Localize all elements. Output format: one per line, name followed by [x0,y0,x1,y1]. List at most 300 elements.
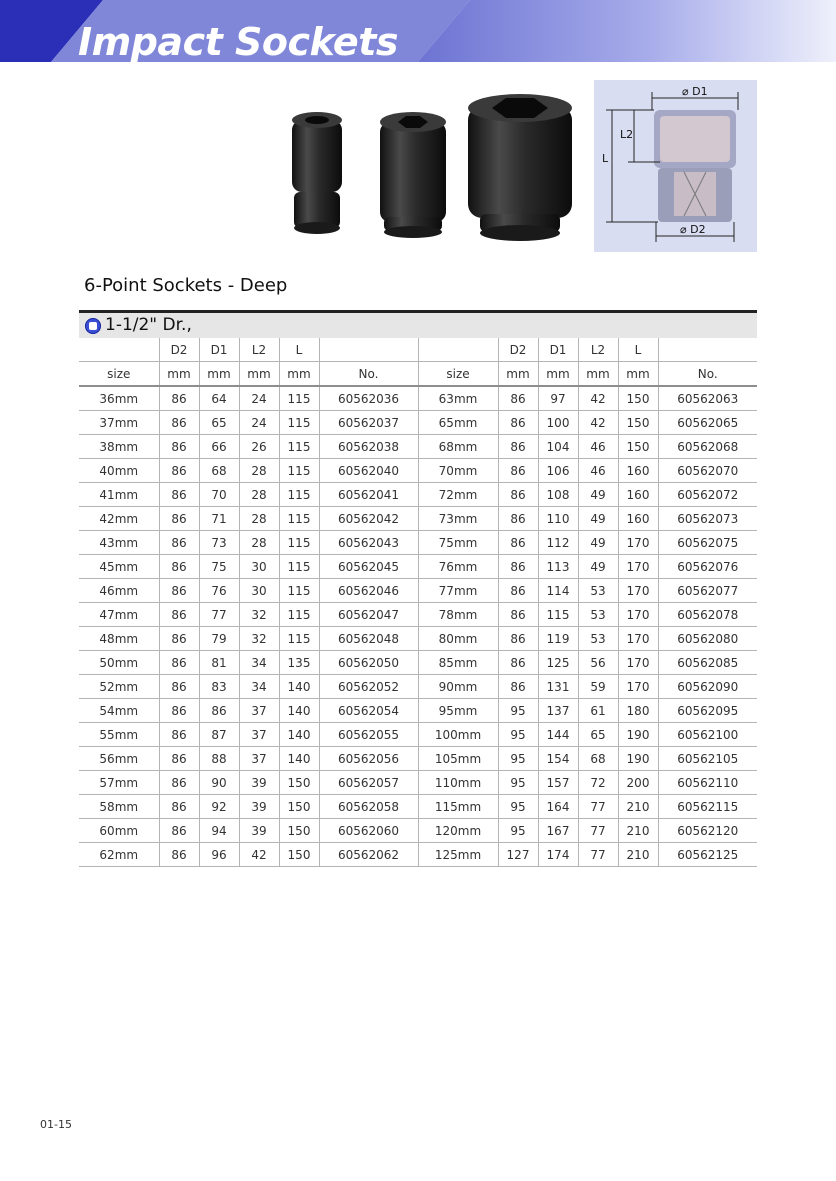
table-cell: 60562062 [319,843,418,867]
table-cell: 86 [498,555,538,579]
table-cell: 86 [159,459,199,483]
table-cell: 87 [199,723,239,747]
table-cell: 49 [578,483,618,507]
l2-label: L2 [620,128,634,141]
table-cell: 154 [538,747,578,771]
table-cell: 24 [239,411,279,435]
table-cell: 115 [279,627,319,651]
table-cell: 37 [239,747,279,771]
table-cell: 108 [538,483,578,507]
table-cell: 115 [538,603,578,627]
table-cell: 115mm [418,795,498,819]
table-cell: 95 [498,819,538,843]
table-cell: 95 [498,723,538,747]
table-cell: 65 [578,723,618,747]
table-row [79,771,757,795]
table-cell: 63mm [418,386,498,411]
table-cell: 47mm [79,603,159,627]
table-row [79,411,757,435]
table-cell: 120mm [418,819,498,843]
header-cell: No. [319,362,418,387]
table-cell: 150 [279,819,319,843]
l-label: L [602,152,609,165]
table-cell: 28 [239,459,279,483]
header-cell: No. [658,362,757,387]
table-cell: 86 [159,603,199,627]
header-row [79,338,757,362]
table-cell: 96 [199,843,239,867]
table-cell: 79 [199,627,239,651]
table-cell: 150 [279,843,319,867]
table-cell: 86 [498,675,538,699]
table-cell: 60562063 [658,386,757,411]
dimension-diagram [594,80,757,252]
table-cell: 115 [279,411,319,435]
table-cell: 160 [618,507,658,531]
table-cell: 60562073 [658,507,757,531]
table-cell: 86 [159,723,199,747]
table-cell: 36mm [79,386,159,411]
table-cell: 60562080 [658,627,757,651]
table-cell: 68mm [418,435,498,459]
d2-label: ⌀ D2 [680,223,706,236]
table-cell: 41mm [79,483,159,507]
table-cell: 115 [279,507,319,531]
table-cell: 37 [239,723,279,747]
table-row [79,386,757,411]
table-cell: 68 [578,747,618,771]
table-body [79,386,757,867]
table-cell: 60562060 [319,819,418,843]
table-row [79,483,757,507]
table-cell: 60562110 [658,771,757,795]
product-photo [280,92,590,252]
table-cell: 40mm [79,459,159,483]
table-cell: 60562078 [658,603,757,627]
table-cell: 60562120 [658,819,757,843]
table-cell: 46mm [79,579,159,603]
table-cell: 77 [578,819,618,843]
table-cell: 105mm [418,747,498,771]
table-cell: 86 [498,627,538,651]
header-cell: mm [578,362,618,387]
table-cell: 90mm [418,675,498,699]
table-row [79,531,757,555]
table-cell: 60562047 [319,603,418,627]
table-cell: 80mm [418,627,498,651]
table-cell: 38mm [79,435,159,459]
table-cell: 28 [239,531,279,555]
table-cell: 48mm [79,627,159,651]
table-cell: 60562100 [658,723,757,747]
table-cell: 86 [159,675,199,699]
header-cell: mm [538,362,578,387]
header-cell: mm [279,362,319,387]
table-cell: 86 [498,531,538,555]
d1-label: ⌀ D1 [682,85,708,98]
table-cell: 60562072 [658,483,757,507]
table-cell: 110mm [418,771,498,795]
banner-title: Impact Sockets [78,20,398,62]
table-cell: 95mm [418,699,498,723]
table-cell: 60562037 [319,411,418,435]
table-cell: 60562070 [658,459,757,483]
table-cell: 37mm [79,411,159,435]
table-cell: 86 [498,435,538,459]
table-cell: 66 [199,435,239,459]
header-cell: D1 [199,338,239,362]
table-cell: 170 [618,555,658,579]
table-cell: 170 [618,675,658,699]
table-cell: 135 [279,651,319,675]
table-cell: 28 [239,507,279,531]
drive-size-header [79,310,757,338]
table-cell: 190 [618,723,658,747]
table-cell: 77 [199,603,239,627]
header-cell: mm [618,362,658,387]
table-cell: 76 [199,579,239,603]
table-cell: 60562055 [319,723,418,747]
table-cell: 60562050 [319,651,418,675]
table-cell: 125 [538,651,578,675]
table-cell: 70mm [418,459,498,483]
table-cell: 115 [279,483,319,507]
table-cell: 60562075 [658,531,757,555]
table-cell: 86 [159,435,199,459]
table-row [79,435,757,459]
table-cell: 110 [538,507,578,531]
table-cell: 45mm [79,555,159,579]
table-cell: 53 [578,603,618,627]
header-row [79,362,757,387]
table-cell: 61 [578,699,618,723]
table-cell: 86 [159,819,199,843]
table-cell: 77 [578,843,618,867]
table-cell: 115 [279,603,319,627]
table-cell: 150 [618,411,658,435]
table-cell: 60562068 [658,435,757,459]
header-banner [0,0,836,62]
table-cell: 26 [239,435,279,459]
table-cell: 100 [538,411,578,435]
table-row [79,747,757,771]
table-cell: 42 [578,386,618,411]
table-header [79,338,757,386]
table-cell: 42 [239,843,279,867]
table-cell: 60562048 [319,627,418,651]
header-cell: L2 [578,338,618,362]
table-cell: 46 [578,459,618,483]
table-cell: 81 [199,651,239,675]
table-cell: 60562105 [658,747,757,771]
table-cell: 150 [279,795,319,819]
table-cell: 140 [279,675,319,699]
table-cell: 164 [538,795,578,819]
header-cell [319,338,418,362]
table-cell: 95 [498,699,538,723]
header-cell: size [79,362,159,387]
table-cell: 160 [618,459,658,483]
table-cell: 86 [159,386,199,411]
table-cell: 115 [279,435,319,459]
table-cell: 86 [159,699,199,723]
table-cell: 34 [239,651,279,675]
table-cell: 86 [159,531,199,555]
table-cell: 60562036 [319,386,418,411]
table-cell: 77 [578,795,618,819]
table-row [79,795,757,819]
table-cell: 46 [578,435,618,459]
table-cell: 86 [159,651,199,675]
table-cell: 90 [199,771,239,795]
table-row [79,507,757,531]
table-cell: 210 [618,819,658,843]
table-cell: 39 [239,795,279,819]
table-cell: 59 [578,675,618,699]
table-cell: 115 [279,459,319,483]
table-cell: 174 [538,843,578,867]
large-socket-image [468,94,572,241]
table-cell: 53 [578,579,618,603]
table-cell: 97 [538,386,578,411]
socket-spec-table [79,338,757,867]
header-cell: D2 [159,338,199,362]
header-cell: L [618,338,658,362]
table-cell: 75mm [418,531,498,555]
table-cell: 86 [498,483,538,507]
table-cell: 60562054 [319,699,418,723]
table-row [79,651,757,675]
table-cell: 60562077 [658,579,757,603]
table-cell: 86 [159,483,199,507]
header-cell: L2 [239,338,279,362]
table-cell: 86 [159,555,199,579]
table-cell: 49 [578,531,618,555]
table-row [79,579,757,603]
table-cell: 157 [538,771,578,795]
table-cell: 115 [279,555,319,579]
table-cell: 60562090 [658,675,757,699]
table-cell: 34 [239,675,279,699]
table-cell: 60562040 [319,459,418,483]
table-cell: 114 [538,579,578,603]
table-cell: 52mm [79,675,159,699]
table-cell: 71 [199,507,239,531]
table-cell: 150 [279,771,319,795]
table-cell: 64 [199,386,239,411]
table-cell: 86 [199,699,239,723]
table-cell: 170 [618,603,658,627]
table-row [79,459,757,483]
table-cell: 43mm [79,531,159,555]
table-cell: 104 [538,435,578,459]
header-cell: L [279,338,319,362]
table-cell: 39 [239,771,279,795]
table-cell: 56 [578,651,618,675]
table-cell: 32 [239,603,279,627]
table-cell: 140 [279,747,319,771]
table-cell: 60562125 [658,843,757,867]
table-cell: 83 [199,675,239,699]
table-cell: 112 [538,531,578,555]
table-cell: 60562115 [658,795,757,819]
table-cell: 86 [498,579,538,603]
table-cell: 60562052 [319,675,418,699]
section-title: 6-Point Sockets - Deep [84,275,288,296]
table-cell: 160 [618,483,658,507]
table-cell: 86 [159,747,199,771]
table-row [79,627,757,651]
table-cell: 53 [578,627,618,651]
table-cell: 170 [618,579,658,603]
table-cell: 106 [538,459,578,483]
table-cell: 86 [159,843,199,867]
header-cell [658,338,757,362]
table-cell: 86 [498,411,538,435]
table-cell: 127 [498,843,538,867]
medium-socket-image [380,112,446,238]
header-cell [418,338,498,362]
table-cell: 42 [578,411,618,435]
table-cell: 60562057 [319,771,418,795]
table-cell: 28 [239,483,279,507]
table-cell: 86 [159,771,199,795]
table-cell: 42mm [79,507,159,531]
table-cell: 49 [578,507,618,531]
header-cell: D1 [538,338,578,362]
table-cell: 115 [279,579,319,603]
table-cell: 86 [498,459,538,483]
table-cell: 68 [199,459,239,483]
table-cell: 60562041 [319,483,418,507]
table-cell: 73 [199,531,239,555]
table-cell: 50mm [79,651,159,675]
table-cell: 144 [538,723,578,747]
table-row [79,699,757,723]
table-cell: 30 [239,555,279,579]
table-cell: 210 [618,843,658,867]
table-cell: 86 [159,795,199,819]
table-cell: 72mm [418,483,498,507]
drive-size-label: 1-1/2" Dr., [105,315,192,335]
table-cell: 150 [618,435,658,459]
table-row [79,675,757,699]
table-row [79,819,757,843]
table-cell: 65 [199,411,239,435]
table-cell: 60562056 [319,747,418,771]
table-cell: 60562065 [658,411,757,435]
table-cell: 86 [498,507,538,531]
page-number: 01-15 [40,1118,72,1131]
table-cell: 95 [498,747,538,771]
table-cell: 95 [498,795,538,819]
table-cell: 56mm [79,747,159,771]
table-cell: 100mm [418,723,498,747]
table-cell: 57mm [79,771,159,795]
bullet-icon [85,318,101,334]
small-socket-image [292,112,342,234]
table-cell: 24 [239,386,279,411]
header-cell: mm [498,362,538,387]
table-cell: 60562046 [319,579,418,603]
table-cell: 39 [239,819,279,843]
table-cell: 76mm [418,555,498,579]
table-cell: 37 [239,699,279,723]
table-cell: 49 [578,555,618,579]
table-cell: 94 [199,819,239,843]
table-row [79,555,757,579]
table-cell: 137 [538,699,578,723]
table-cell: 170 [618,627,658,651]
header-cell: mm [239,362,279,387]
table-cell: 60562038 [319,435,418,459]
table-cell: 65mm [418,411,498,435]
header-cell [79,338,159,362]
header-cell: size [418,362,498,387]
table-cell: 86 [498,386,538,411]
table-cell: 140 [279,699,319,723]
table-cell: 86 [498,603,538,627]
table-cell: 119 [538,627,578,651]
table-cell: 60562095 [658,699,757,723]
table-cell: 70 [199,483,239,507]
table-cell: 32 [239,627,279,651]
table-cell: 170 [618,531,658,555]
table-row [79,723,757,747]
table-cell: 60mm [79,819,159,843]
table-cell: 60562076 [658,555,757,579]
table-cell: 140 [279,723,319,747]
table-cell: 77mm [418,579,498,603]
table-cell: 60562042 [319,507,418,531]
table-cell: 60562085 [658,651,757,675]
table-cell: 180 [618,699,658,723]
table-row [79,603,757,627]
table-cell: 55mm [79,723,159,747]
table-cell: 62mm [79,843,159,867]
table-cell: 92 [199,795,239,819]
table-cell: 200 [618,771,658,795]
table-cell: 170 [618,651,658,675]
table-cell: 75 [199,555,239,579]
table-cell: 86 [159,507,199,531]
table-cell: 60562045 [319,555,418,579]
table-cell: 60562043 [319,531,418,555]
table-cell: 30 [239,579,279,603]
table-cell: 54mm [79,699,159,723]
header-cell: mm [199,362,239,387]
table-cell: 115 [279,531,319,555]
table-cell: 72 [578,771,618,795]
table-cell: 73mm [418,507,498,531]
table-cell: 113 [538,555,578,579]
table-cell: 95 [498,771,538,795]
table-cell: 58mm [79,795,159,819]
table-cell: 88 [199,747,239,771]
table-cell: 86 [159,627,199,651]
table-cell: 60562058 [319,795,418,819]
table-cell: 210 [618,795,658,819]
table-cell: 131 [538,675,578,699]
table-cell: 86 [498,651,538,675]
header-cell: D2 [498,338,538,362]
table-cell: 125mm [418,843,498,867]
table-cell: 150 [618,386,658,411]
header-cell: mm [159,362,199,387]
table-cell: 167 [538,819,578,843]
table-cell: 85mm [418,651,498,675]
table-cell: 115 [279,386,319,411]
